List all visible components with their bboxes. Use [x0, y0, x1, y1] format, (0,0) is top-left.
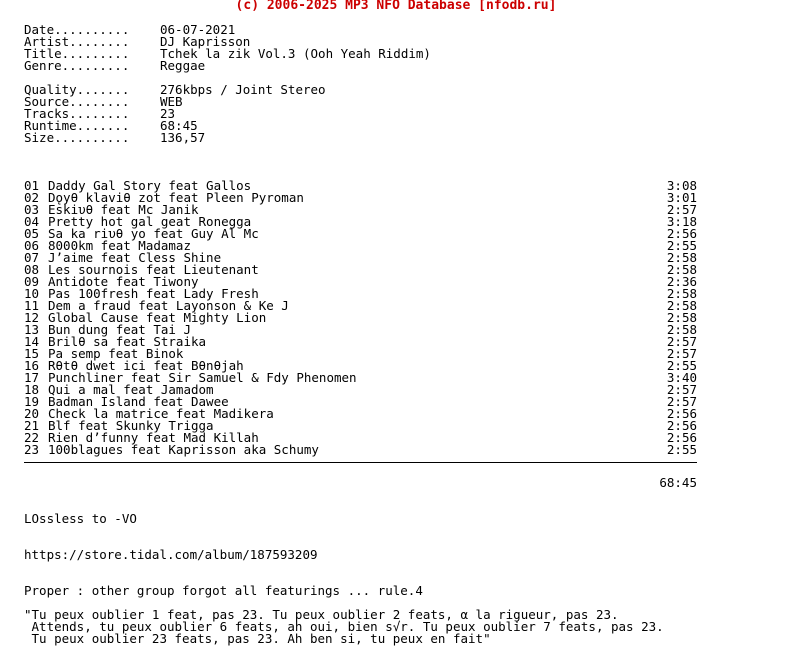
tracklist-divider: [24, 456, 697, 463]
track-number: 19: [24, 394, 40, 409]
track-duration: 2:56: [666, 226, 697, 241]
quote-line: Attends, tu peux oublier 6 feats, ah oui, bien s√r. Tu peux oublier 7 feats, pas 23.: [24, 619, 664, 634]
track-number: 03: [24, 202, 40, 217]
track-row: [24, 444, 724, 456]
track-number: 22: [24, 430, 40, 445]
track-number: 12: [24, 310, 40, 325]
track-title: Punchliner feat Sir Samuel & Fdy Phenomen: [48, 370, 357, 385]
audio-info-value: 136,57: [160, 130, 206, 145]
track-title: Sa ka riυθ yo feat Guy Al Mc: [48, 226, 259, 241]
track-duration: 3:40: [666, 370, 697, 385]
release-info-label: Date..........: [24, 22, 130, 37]
track-duration: 2:55: [666, 238, 697, 253]
track-title: Pa semp feat Binok: [48, 346, 184, 361]
track-duration: 2:56: [666, 418, 697, 433]
track-number: 18: [24, 382, 40, 397]
track-title: Bun dung feat Tai J: [48, 322, 191, 337]
audio-info-label: Source........: [24, 94, 130, 109]
track-duration: 2:55: [666, 442, 697, 457]
total-runtime: 68:45: [659, 475, 697, 490]
proper-note: Proper : other group forgot all featurings ... rule.4: [24, 583, 423, 598]
track-duration: 2:36: [666, 274, 697, 289]
site-header: (c) 2006-2025 MP3 NFO Database [nfodb.ru]: [235, 0, 557, 13]
track-duration: 2:57: [666, 394, 697, 409]
track-title: Pretty hot gal geat Ronegga: [48, 214, 252, 229]
release-info-value: Tchek la zik Vol.3 (Ooh Yeah Riddim): [160, 46, 431, 61]
track-number: 07: [24, 250, 40, 265]
track-duration: 2:57: [666, 346, 697, 361]
track-duration: 2:58: [666, 298, 697, 313]
audio-info-label: Size..........: [24, 130, 130, 145]
track-number: 02: [24, 190, 40, 205]
track-number: 08: [24, 262, 40, 277]
track-duration: 2:57: [666, 202, 697, 217]
track-number: 16: [24, 358, 40, 373]
track-duration: 2:57: [666, 334, 697, 349]
track-number: 11: [24, 298, 40, 313]
track-title: Les sournois feat Lieutenant: [48, 262, 259, 277]
track-title: Rien d’funny feat Mad Killah: [48, 430, 259, 445]
track-duration: 2:58: [666, 310, 697, 325]
quote-block: [24, 609, 724, 645]
quote-line: "Tu peux oublier 1 feat, pas 23. Tu peux oublier 2 feats, α la rigueur, pas 23.: [24, 607, 619, 622]
audio-info-row: [24, 120, 724, 132]
release-info-label: Genre.........: [24, 58, 130, 73]
track-title: Daddy Gal Story feat Gallos: [48, 178, 252, 193]
audio-info-label: Tracks........: [24, 106, 130, 121]
quote-line: Tu peux oublier 23 feats, pas 23. Ah ben si, tu peux en fait": [24, 631, 491, 646]
track-number: 05: [24, 226, 40, 241]
store-link[interactable]: https://store.tidal.com/album/187593209: [24, 547, 318, 562]
track-title: Eskiυθ feat Mc Janik: [48, 202, 199, 217]
track-title: Blf feat Skunky Trigga: [48, 418, 214, 433]
track-title: Badman Island feat Dawee: [48, 394, 229, 409]
release-info-row: [24, 60, 724, 72]
track-number: 20: [24, 406, 40, 421]
track-number: 21: [24, 418, 40, 433]
audio-info: [24, 84, 724, 144]
release-info: [24, 24, 724, 72]
track-duration: 3:01: [666, 190, 697, 205]
track-title: Global Cause feat Mighty Lion: [48, 310, 267, 325]
track-title: Check la matrice feat Madikera: [48, 406, 274, 421]
track-duration: 2:58: [666, 322, 697, 337]
track-title: Brilθ sa feat Straika: [48, 334, 207, 349]
audio-info-label: Runtime.......: [24, 118, 130, 133]
track-number: 14: [24, 334, 40, 349]
release-info-value: 06-07-2021: [160, 22, 236, 37]
track-title: Pas 100fresh feat Lady Fresh: [48, 286, 259, 301]
track-number: 17: [24, 370, 40, 385]
track-title: Qui a mal feat Jamadom: [48, 382, 214, 397]
audio-info-value: 276kbps / Joint Stereo: [160, 82, 326, 97]
nfo-content: [24, 24, 724, 645]
lossless-note: LOssless to -VO: [24, 511, 137, 526]
audio-info-row: [24, 96, 724, 108]
track-number: 09: [24, 274, 40, 289]
audio-info-value: 23: [160, 106, 176, 121]
track-number: 13: [24, 322, 40, 337]
track-title: Antidote feat Tiwony: [48, 274, 199, 289]
tracklist: [24, 180, 724, 456]
track-duration: 2:56: [666, 430, 697, 445]
track-duration: 2:55: [666, 358, 697, 373]
track-duration: 3:08: [666, 178, 697, 193]
track-number: 06: [24, 238, 40, 253]
track-number: 10: [24, 286, 40, 301]
track-title: Dem a fraud feat Layonson & Ke J: [48, 298, 289, 313]
release-info-value: Reggae: [160, 58, 206, 73]
track-number: 04: [24, 214, 40, 229]
release-info-label: Title.........: [24, 46, 130, 61]
audio-info-row: [24, 132, 724, 144]
track-duration: 3:18: [666, 214, 697, 229]
release-info-row: [24, 48, 724, 60]
track-title: 100blagues feat Kaprisson aka Schumy: [48, 442, 319, 457]
release-info-value: DJ Kaprisson: [160, 34, 251, 49]
audio-info-row: [24, 108, 724, 120]
release-info-label: Artist........: [24, 34, 130, 49]
release-info-row: [24, 24, 724, 36]
audio-info-value: WEB: [160, 94, 183, 109]
track-title: Dǫyθ klaviθ zot feat Pleen Pyroman: [48, 190, 304, 205]
audio-info-label: Quality.......: [24, 82, 130, 97]
track-title: Rθtθ dwet ici feat Bθnθjah: [48, 358, 244, 373]
track-number: 23: [24, 442, 40, 457]
track-duration: 2:58: [666, 286, 697, 301]
track-number: 15: [24, 346, 40, 361]
track-title: J’aime feat Cless Shine: [48, 250, 222, 265]
track-duration: 2:57: [666, 382, 697, 397]
track-duration: 2:56: [666, 406, 697, 421]
audio-info-value: 68:45: [160, 118, 198, 133]
track-number: 01: [24, 178, 40, 193]
audio-info-row: [24, 84, 724, 96]
track-title: 8000km feat Madamaz: [48, 238, 191, 253]
track-duration: 2:58: [666, 262, 697, 277]
track-duration: 2:58: [666, 250, 697, 265]
